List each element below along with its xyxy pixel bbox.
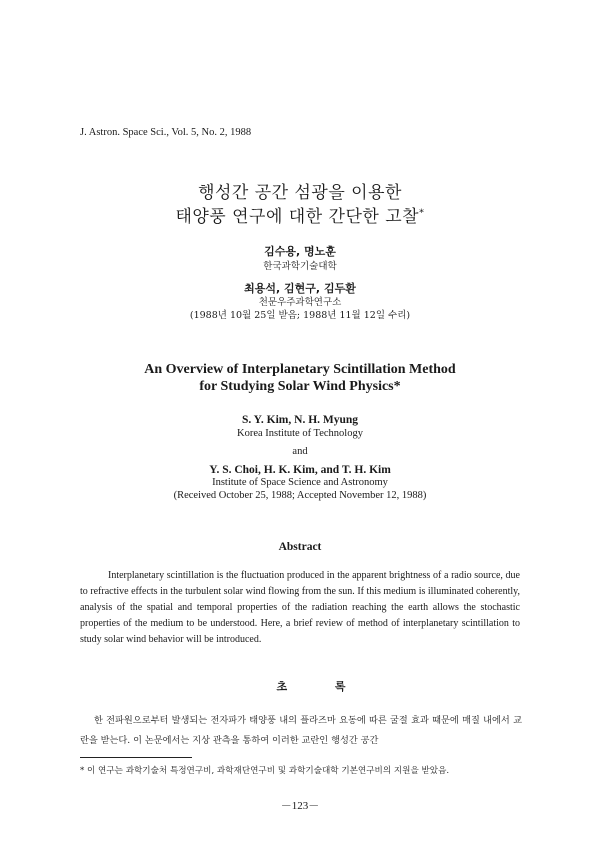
korean-title-line2-text: 태양풍 연구에 대한 간단한 고찰 — [175, 207, 420, 227]
footnote: * 이 연구는 과학기술처 특정연구비, 과학재단연구비 및 과학기술대학 기본연구비의 지원을 받았음. — [80, 766, 450, 776]
english-title-line2: for Studying Solar Wind Physics* — [199, 379, 401, 394]
korean-affiliation-2: 천문우주과학연구소 — [258, 297, 342, 308]
abstract-heading: Abstract — [278, 541, 322, 553]
korean-abstract-heading: 초 록 — [276, 680, 368, 693]
journal-citation: J. Astron. Space Sci., Vol. 5, No. 2, 1988 — [80, 127, 252, 138]
and-conjunction: and — [292, 446, 308, 457]
english-affiliation-2: Institute of Space Science and Astronomy — [212, 477, 388, 488]
korean-received-dates: (1988년 10월 25일 받음; 1988년 11월 12일 수리) — [189, 310, 411, 321]
footnote-divider — [80, 757, 192, 758]
korean-abstract-text: 한 전파원으로부터 발생되는 전자파가 태양풍 내의 플라즈마 요동에 따른 굴절 효과 때문에 매질 내에서 교란을 받는다. 이 논문에서는 지상 관측을 통하여 이러한 교란인 행성간 공간 — [80, 715, 522, 746]
english-affiliation-1: Korea Institute of Technology — [237, 428, 363, 439]
abstract-text: Interplanetary scintillation is the fluctuation produced in the apparent brightness of a radio source, due to refractive effects in the turbulent solar wind flowing from the sun. If this medium is illuminated coherently, analysis of the spatial and temporal properties of the radiation reaching the earth allows the stochastic properties of the medium to be understood. Here, a brief review of method of interplanetary scintillation to study solar wind behavior will be introduced. — [80, 570, 520, 645]
english-authors-1: S. Y. Kim, N. H. Myung — [241, 414, 359, 426]
english-received-dates: (Received October 25, 1988; Accepted November 12, 1988) — [173, 490, 427, 501]
korean-affiliation-1: 한국과학기술대학 — [263, 261, 337, 272]
page-number: －123－ — [280, 800, 320, 812]
korean-authors-1: 김수용, 명노훈 — [264, 245, 336, 258]
english-authors-2: Y. S. Choi, H. K. Kim, and T. H. Kim — [209, 464, 391, 476]
korean-title-line2 — [0, 202, 600, 227]
korean-title-line1: 행성간 공간 섬광을 이용한 — [198, 183, 402, 203]
english-title-line1: An Overview of Interplanetary Scintillation Method — [144, 362, 456, 377]
korean-authors-2: 최용석, 김현구, 김두환 — [244, 282, 356, 295]
korean-title-footnote-mark: * — [419, 207, 425, 219]
